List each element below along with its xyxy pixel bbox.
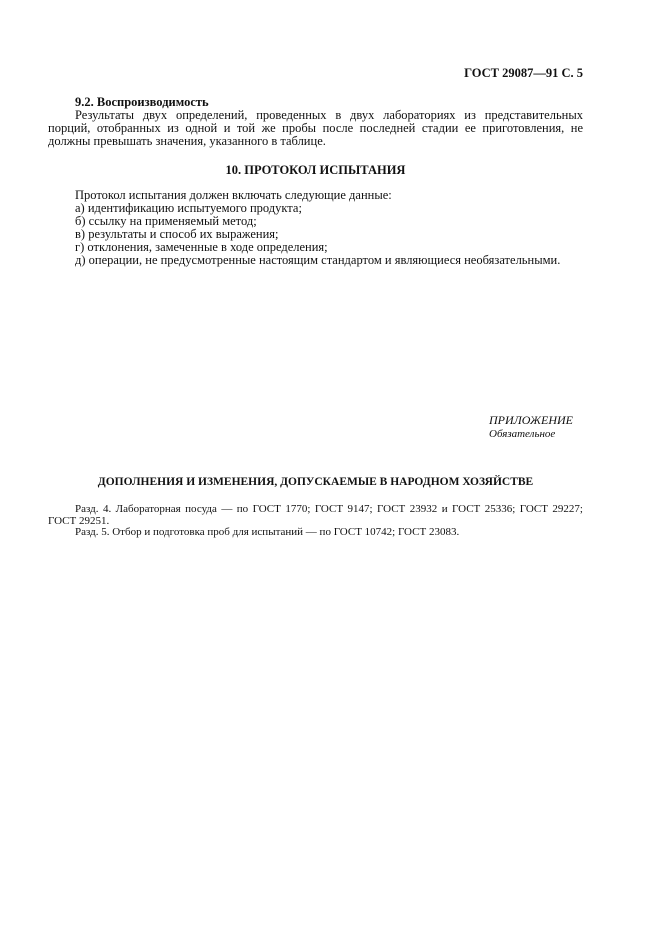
- supplements-body: [48, 504, 583, 539]
- section-10-body: [48, 189, 583, 267]
- section-10-intro: Протокол испытания должен включать следующие данные:: [75, 188, 392, 202]
- section-9-2: [48, 96, 583, 148]
- protocol-list-item-v: в) результаты и способ их выражения;: [75, 227, 279, 241]
- appendix-label-block: [489, 413, 573, 441]
- protocol-list-item-a: а) идентификацию испытуемого продукта;: [75, 201, 302, 215]
- appendix-label: ПРИЛОЖЕНИЕ: [489, 413, 573, 427]
- supplement-paragraph-section-4: Разд. 4. Лабораторная посуда — по ГОСТ 1770; ГОСТ 9147; ГОСТ 23932 и ГОСТ 25336; ГОСТ 29227; ГОСТ 29251.: [48, 503, 583, 527]
- section-10-heading: 10. ПРОТОКОЛ ИСПЫТАНИЯ: [225, 163, 406, 177]
- section-9-2-text: Результаты двух определений, проведенных в двух лабораториях из представительных порций, отобранных из одной и той же пробы после последней стадии ее приготовления, не должны превышать значения, указанного в таблице.: [48, 108, 583, 148]
- protocol-list-item-b: б) ссылку на применяемый метод;: [75, 214, 257, 228]
- appendix-sublabel: Обязательное: [489, 428, 556, 440]
- page-header-standard-ref: ГОСТ 29087—91 С. 5: [464, 66, 583, 80]
- supplement-paragraph-section-5: Разд. 5. Отбор и подготовка проб для испытаний — по ГОСТ 10742; ГОСТ 23083.: [75, 526, 460, 538]
- protocol-list-item-g: г) отклонения, замеченные в ходе определения;: [75, 240, 328, 254]
- section-9-2-title: 9.2. Воспроизводимость: [75, 95, 209, 109]
- protocol-list-item-d: д) операции, не предусмотренные настоящим стандартом и являющиеся необязательными.: [75, 253, 561, 267]
- supplements-heading: ДОПОЛНЕНИЯ И ИЗМЕНЕНИЯ, ДОПУСКАЕМЫЕ В НАРОДНОМ ХОЗЯЙСТВЕ: [97, 476, 534, 488]
